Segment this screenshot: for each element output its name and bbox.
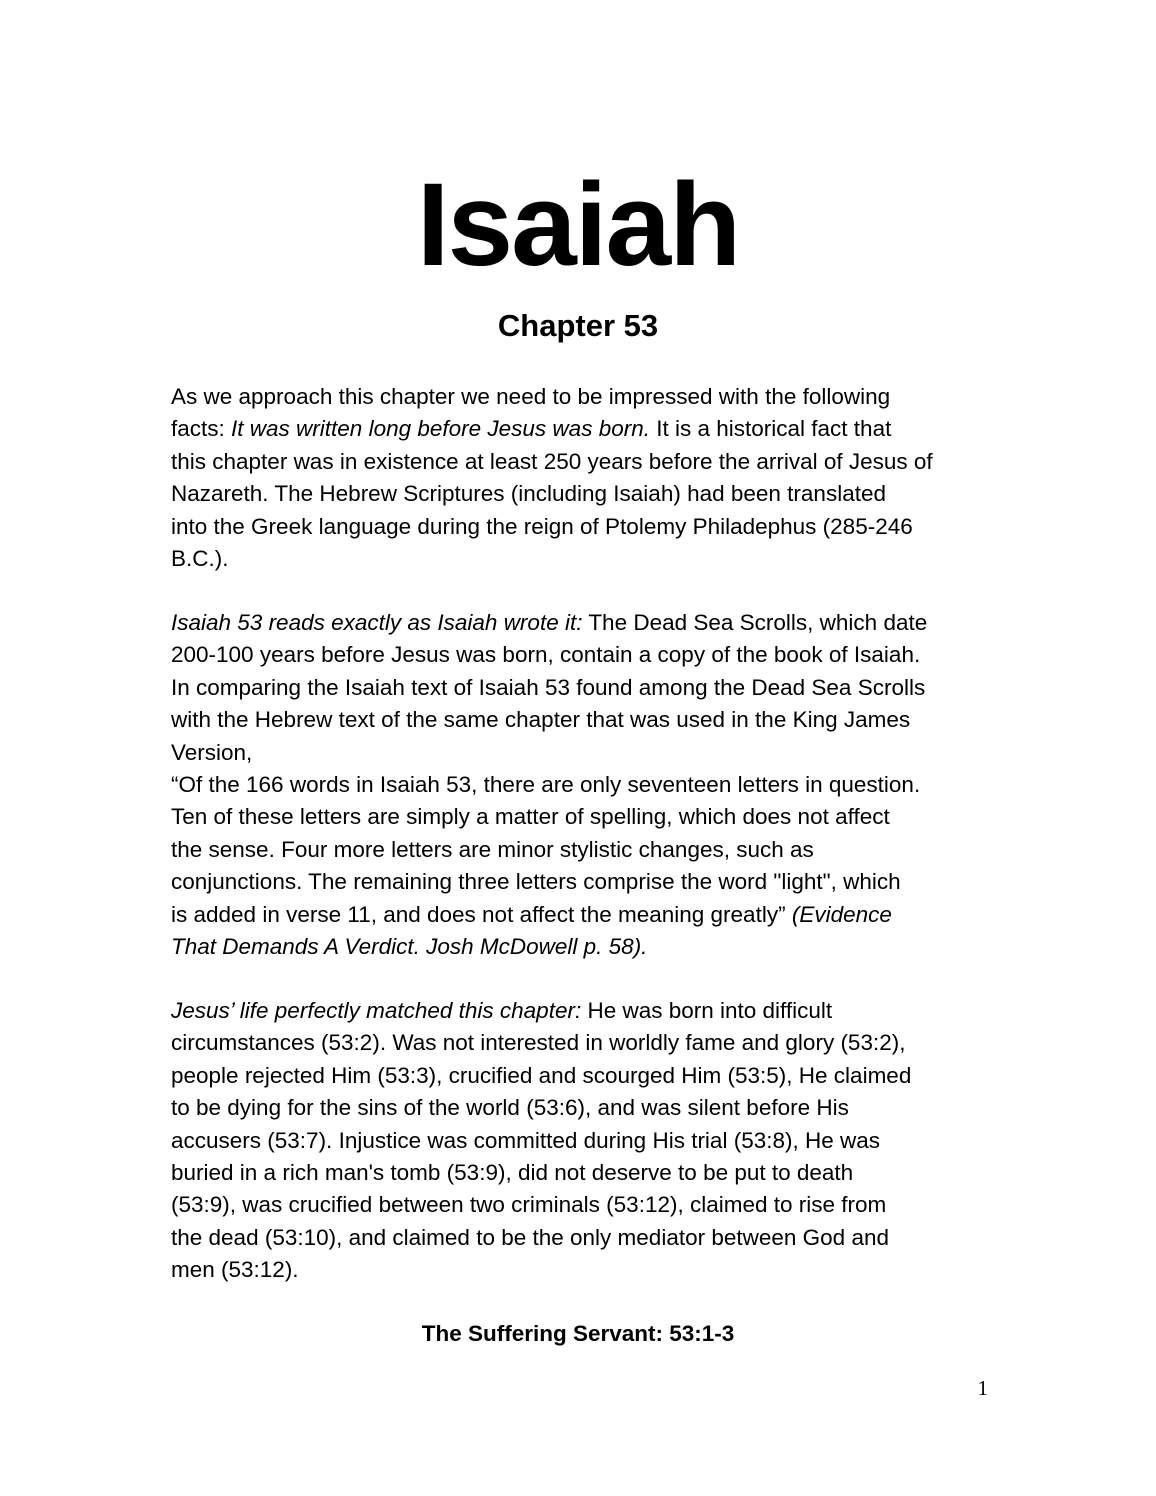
text-segment: conjunctions. The remaining three letters comprise the word "light", which	[171, 869, 901, 895]
text-segment: It is a historical fact that	[649, 416, 892, 442]
text-segment: into the Greek language during the reign of Ptolemy Philadephus (285-246	[171, 513, 913, 539]
text-segment: this chapter was in existence at least 250 years before the arrival of Jesus of	[171, 448, 933, 474]
text-segment: B.C.).	[171, 546, 229, 572]
paragraph-intro	[171, 381, 1001, 575]
text-line	[171, 801, 1001, 833]
text-segment: facts:	[171, 416, 232, 442]
text-line	[171, 737, 1001, 769]
text-line	[171, 672, 1001, 704]
text-segment: He was born into difficult	[581, 998, 833, 1023]
chapter-subtitle: Chapter 53	[497, 308, 659, 343]
text-segment: In comparing the Isaiah text of Isaiah 53 found among the Dead Sea Scrolls	[171, 674, 926, 700]
paragraph-jesus-life	[171, 995, 1001, 1287]
text-segment: Version,	[171, 739, 253, 765]
text-segment: Nazareth. The Hebrew Scriptures (including Isaiah) had been translated	[171, 481, 886, 507]
text-line	[171, 866, 1001, 898]
text-line	[171, 1189, 1001, 1221]
text-segment: 200-100 years before Jesus was born, contain a copy of the book of Isaiah.	[171, 642, 921, 668]
text-line	[171, 769, 1001, 801]
page-number: 1	[977, 1376, 988, 1400]
text-line	[171, 607, 1001, 639]
text-line	[171, 413, 1001, 445]
italic-text: It was written long before Jesus was born.	[231, 416, 650, 442]
text-segment: accusers (53:7). Injustice was committed during His trial (53:8), He was	[171, 1127, 881, 1153]
paragraph-dead-sea-scrolls	[171, 607, 1001, 963]
section-heading: The Suffering Servant: 53:1-3	[421, 1321, 735, 1346]
text-segment: As we approach this chapter we need to be impressed with the following	[171, 384, 891, 409]
text-segment: men (53:12).	[171, 1257, 299, 1283]
document-title: Isaiah	[416, 159, 740, 291]
text-line	[171, 1254, 1001, 1286]
text-line	[171, 1125, 1001, 1157]
text-segment: (53:9), was crucified between two criminals (53:12), claimed to rise from	[171, 1192, 887, 1218]
text-line	[171, 478, 1001, 510]
text-line	[171, 704, 1001, 736]
text-segment: people rejected Him (53:3), crucified and scourged Him (53:5), He claimed	[171, 1062, 912, 1088]
text-segment: the sense. Four more letters are minor stylistic changes, such as	[171, 836, 814, 862]
italic-text: Jesus’ life perfectly matched this chapter:	[171, 998, 582, 1023]
text-line	[171, 1027, 1001, 1059]
text-line	[171, 543, 1001, 575]
text-line	[171, 834, 1001, 866]
text-line	[171, 1092, 1001, 1124]
text-segment: Ten of these letters are simply a matter of spelling, which does not affect	[171, 804, 890, 830]
text-line	[171, 446, 1001, 478]
italic-text: That Demands A Verdict. Josh McDowell p. 58).	[171, 934, 648, 960]
text-line	[171, 511, 1001, 543]
text-line	[171, 381, 1001, 413]
text-segment: with the Hebrew text of the same chapter that was used in the King James	[171, 707, 911, 733]
italic-text: Isaiah 53 reads exactly as Isaiah wrote it:	[171, 610, 583, 635]
text-line	[171, 995, 1001, 1027]
text-line	[171, 1222, 1001, 1254]
text-segment: is added in verse 11, and does not affect the meaning greatly”	[171, 901, 792, 927]
text-segment: “Of the 166 words in Isaiah 53, there are only seventeen letters in question.	[171, 772, 921, 798]
text-line	[171, 1060, 1001, 1092]
text-line	[171, 931, 1001, 963]
text-line	[171, 899, 1001, 931]
italic-text: (Evidence	[791, 901, 892, 927]
text-line	[171, 1157, 1001, 1189]
text-segment: the dead (53:10), and claimed to be the only mediator between God and	[171, 1224, 889, 1250]
text-segment: buried in a rich man's tomb (53:9), did not deserve to be put to death	[171, 1160, 854, 1186]
text-line	[171, 639, 1001, 671]
text-segment: circumstances (53:2). Was not interested in worldly fame and glory (53:2),	[171, 1030, 906, 1056]
text-segment: to be dying for the sins of the world (53:6), and was silent before His	[171, 1095, 849, 1121]
text-segment: The Dead Sea Scrolls, which date	[582, 610, 928, 635]
